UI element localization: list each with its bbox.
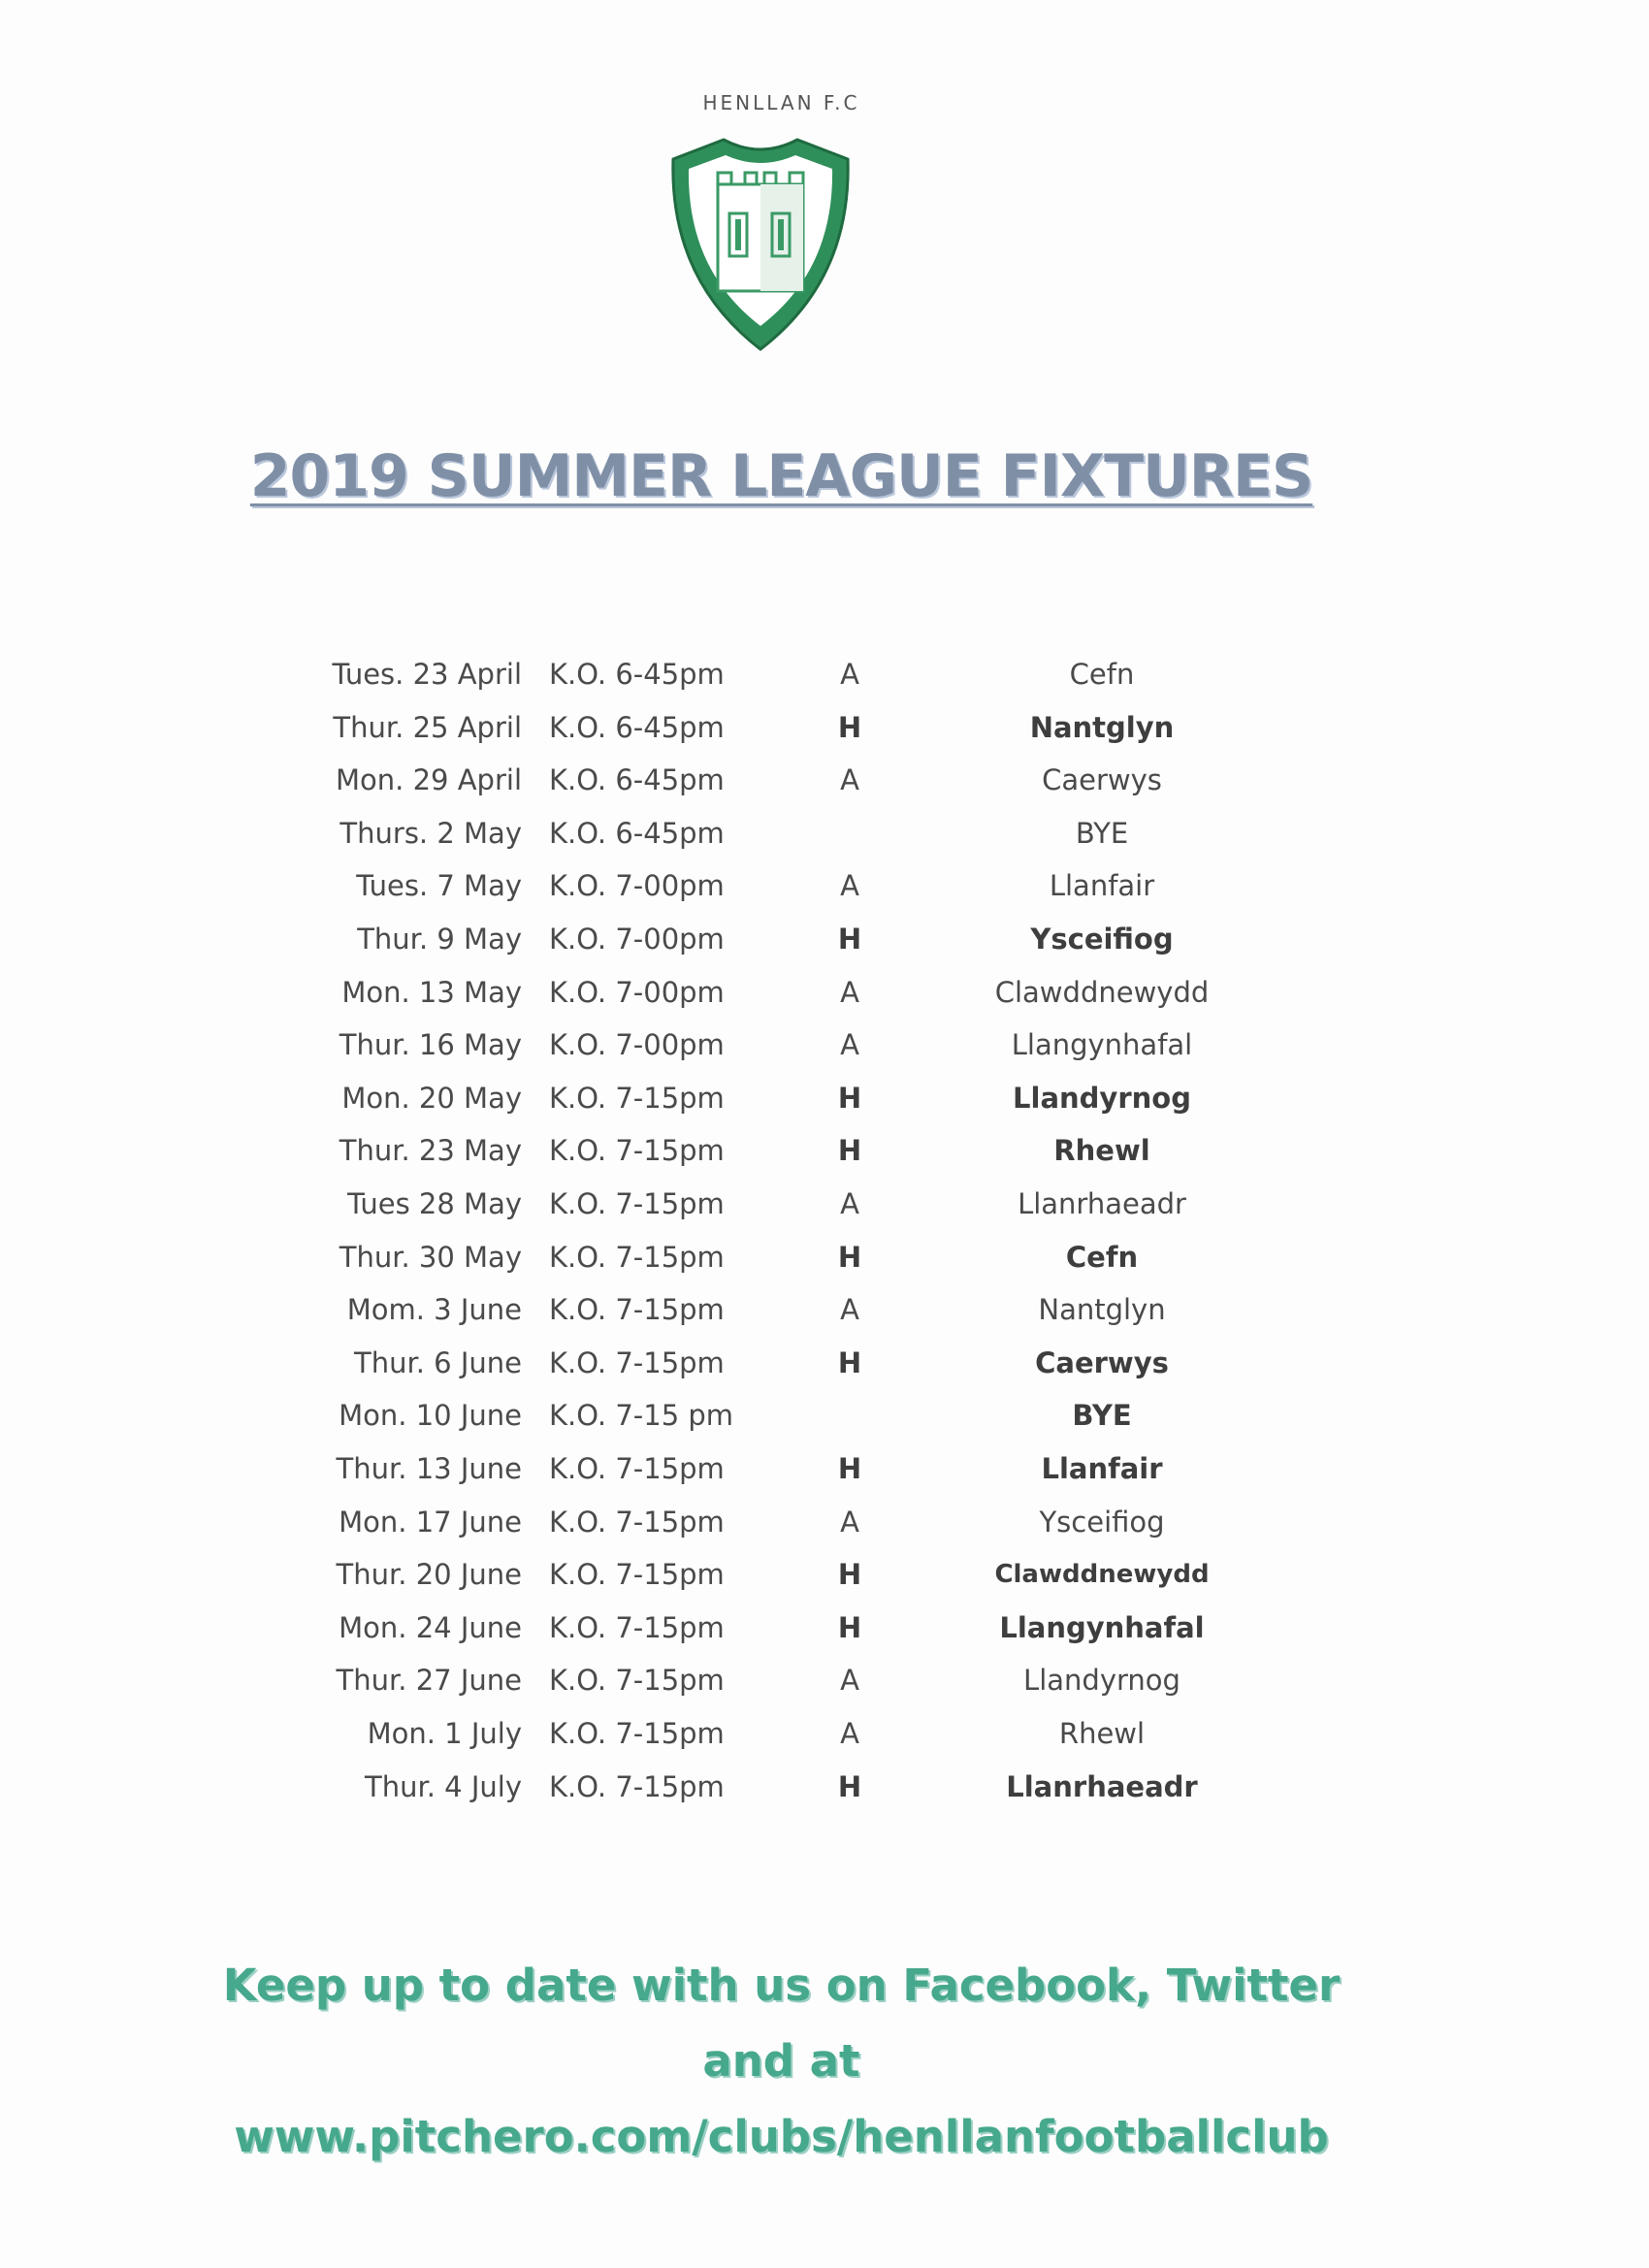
fixture-date: Mon. 17 June: [339, 1506, 522, 1539]
fixture-kickoff: K.O. 7-15pm: [549, 1506, 725, 1539]
fixture-date: Tues. 23 April: [332, 658, 522, 691]
footer-line-and-at: and at: [702, 2035, 860, 2087]
fixture-date: Tues. 7 May: [356, 869, 522, 902]
fixture-venue: H: [837, 1082, 862, 1115]
fixture-kickoff: K.O. 7-15pm: [549, 1241, 725, 1274]
fixture-kickoff: K.O. 6-45pm: [549, 658, 725, 691]
fixture-row: [0, 1019, 1649, 1071]
fixture-venue: A: [840, 1664, 859, 1697]
fixture-date: Mon. 1 July: [367, 1717, 522, 1750]
fixture-row: [0, 966, 1649, 1019]
club-name: HENLLAN F.C: [702, 91, 860, 114]
fixture-opponent: Caerwys: [1042, 763, 1162, 796]
fixture-row: [0, 1548, 1649, 1601]
fixture-kickoff: K.O. 7-00pm: [549, 1028, 725, 1061]
fixture-date: Mom. 3 June: [346, 1293, 522, 1326]
fixture-venue: A: [840, 658, 859, 691]
fixture-venue: A: [840, 1717, 859, 1750]
fixture-kickoff: K.O. 7-15pm: [549, 1134, 725, 1167]
fixture-date: Thur. 9 May: [357, 923, 522, 956]
fixture-opponent: Ysceifiog: [1030, 923, 1174, 956]
page-title: 2019 SUMMER LEAGUE FIXTURES: [249, 442, 1313, 510]
footer-website-link[interactable]: www.pitchero.com/clubs/henllanfootballclub: [234, 2111, 1329, 2162]
fixture-venue: A: [840, 763, 859, 796]
fixture-kickoff: K.O. 6-45pm: [549, 817, 725, 850]
fixture-date: Mon. 20 May: [341, 1082, 522, 1115]
fixture-kickoff: K.O. 7-00pm: [549, 976, 725, 1009]
fixture-kickoff: K.O. 7-15pm: [549, 1187, 725, 1220]
fixture-date: Thur. 20 June: [336, 1558, 522, 1591]
fixture-row: [0, 1761, 1649, 1813]
fixture-venue: H: [837, 1134, 862, 1167]
fixture-venue: H: [837, 711, 862, 744]
club-crest-icon: [667, 134, 854, 355]
fixture-venue: H: [837, 1241, 862, 1274]
fixture-opponent: Llanrhaeadr: [1018, 1187, 1186, 1220]
fixture-row: [0, 701, 1649, 754]
fixture-date: Thur. 30 May: [339, 1241, 522, 1274]
fixture-date: Thur. 27 June: [336, 1664, 522, 1697]
fixture-row: [0, 913, 1649, 965]
fixture-opponent: BYE: [1072, 1399, 1132, 1432]
fixture-row: [0, 1231, 1649, 1283]
fixture-kickoff: K.O. 7-15 pm: [549, 1399, 734, 1432]
fixture-venue: H: [837, 1346, 862, 1379]
fixture-row: [0, 1283, 1649, 1336]
fixture-date: Mon. 24 June: [339, 1611, 522, 1644]
fixture-kickoff: K.O. 6-45pm: [549, 711, 725, 744]
footer-message: [0, 1948, 1563, 2175]
fixture-date: Tues 28 May: [347, 1187, 522, 1220]
fixture-row: [0, 1496, 1649, 1548]
fixture-row: [0, 1124, 1649, 1177]
fixture-opponent: Rhewl: [1053, 1134, 1150, 1167]
fixture-date: Mon. 29 April: [336, 763, 522, 796]
fixture-date: Thur. 4 July: [365, 1770, 522, 1803]
fixture-opponent: Nantglyn: [1029, 711, 1175, 744]
fixture-kickoff: K.O. 7-15pm: [549, 1452, 725, 1485]
fixture-date: Thur. 16 May: [339, 1028, 522, 1061]
fixture-venue: H: [837, 1770, 862, 1803]
fixture-opponent: Llanfair: [1041, 1452, 1163, 1485]
fixture-opponent: Llanfair: [1049, 869, 1155, 902]
fixture-date: Thur. 6 June: [354, 1346, 522, 1379]
fixture-row: [0, 1072, 1649, 1124]
fixture-kickoff: K.O. 7-15pm: [549, 1293, 725, 1326]
fixture-kickoff: K.O. 7-15pm: [549, 1558, 725, 1591]
fixture-row: [0, 1178, 1649, 1230]
fixture-venue: A: [840, 976, 859, 1009]
fixture-kickoff: K.O. 7-00pm: [549, 923, 725, 956]
fixture-row: [0, 754, 1649, 806]
fixture-venue: H: [837, 923, 862, 956]
fixture-date: Mon. 13 May: [341, 976, 522, 1009]
fixture-date: Mon. 10 June: [339, 1399, 522, 1432]
fixture-opponent: Llangynhafal: [1011, 1028, 1193, 1061]
fixture-opponent: Llangynhafal: [999, 1611, 1205, 1644]
fixture-kickoff: K.O. 7-15pm: [549, 1346, 725, 1379]
fixture-kickoff: K.O. 7-15pm: [549, 1717, 725, 1750]
fixture-kickoff: K.O. 7-15pm: [549, 1611, 725, 1644]
fixture-row: [0, 1654, 1649, 1706]
fixture-opponent: Llandyrnog: [1023, 1664, 1180, 1697]
fixture-venue: H: [837, 1558, 862, 1591]
fixture-opponent: Cefn: [1065, 1241, 1139, 1274]
fixture-opponent: Llandyrnog: [1013, 1082, 1191, 1115]
fixture-row: [0, 1602, 1649, 1654]
fixture-row: [0, 1389, 1649, 1442]
fixture-kickoff: K.O. 7-00pm: [549, 869, 725, 902]
footer-line-social: Keep up to date with us on Facebook, Twitter: [222, 1960, 1341, 2011]
fixture-row: [0, 1707, 1649, 1760]
fixture-venue: A: [840, 1187, 859, 1220]
fixture-opponent: BYE: [1075, 817, 1129, 850]
fixture-date: Thurs. 2 May: [340, 817, 522, 850]
fixture-kickoff: K.O. 7-15pm: [549, 1770, 725, 1803]
fixture-date: Thur. 25 April: [333, 711, 522, 744]
fixture-kickoff: K.O. 6-45pm: [549, 763, 725, 796]
fixture-opponent: Clawddnewydd: [994, 1560, 1210, 1589]
fixture-venue: A: [840, 1506, 859, 1539]
fixture-row: [0, 1442, 1649, 1495]
fixture-kickoff: K.O. 7-15pm: [549, 1664, 725, 1697]
fixture-venue: A: [840, 869, 859, 902]
fixture-opponent: Llanrhaeadr: [1006, 1770, 1198, 1803]
fixture-row: [0, 1337, 1649, 1389]
fixture-row: [0, 807, 1649, 859]
fixture-opponent: Cefn: [1069, 658, 1135, 691]
fixture-opponent: Nantglyn: [1038, 1293, 1166, 1326]
fixture-row: [0, 648, 1649, 700]
fixture-venue: H: [837, 1611, 862, 1644]
fixture-row: [0, 859, 1649, 912]
fixture-opponent: Rhewl: [1058, 1717, 1146, 1750]
fixture-opponent: Ysceifiog: [1039, 1506, 1165, 1539]
fixture-venue: H: [837, 1452, 862, 1485]
fixture-date: Thur. 13 June: [336, 1452, 522, 1485]
fixture-kickoff: K.O. 7-15pm: [549, 1082, 725, 1115]
fixture-venue: A: [840, 1028, 859, 1061]
fixture-date: Thur. 23 May: [339, 1134, 522, 1167]
fixture-opponent: Caerwys: [1035, 1346, 1169, 1379]
fixture-venue: A: [840, 1293, 859, 1326]
fixture-opponent: Clawddnewydd: [994, 976, 1210, 1009]
